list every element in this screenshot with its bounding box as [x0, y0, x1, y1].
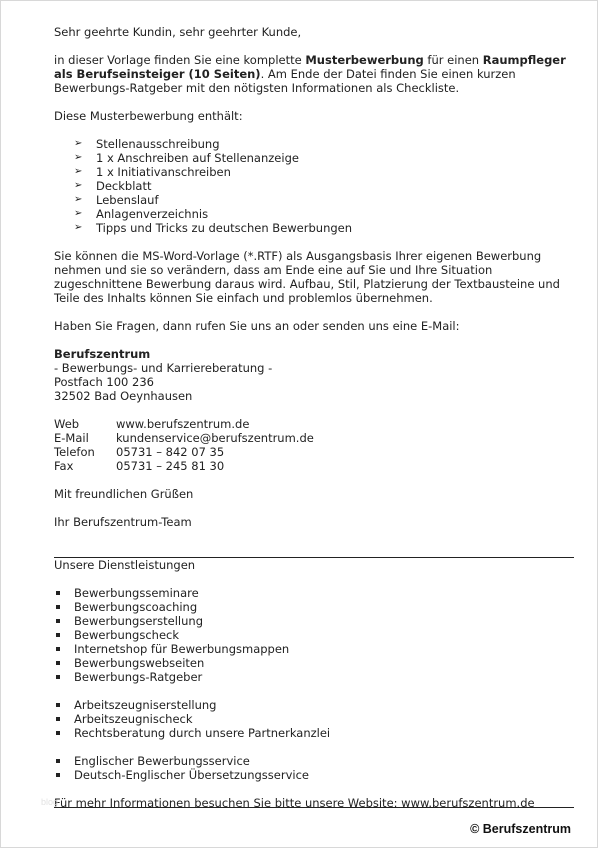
contact-value: www.berufszentrum.de [116, 417, 250, 431]
contents-list-item [54, 137, 574, 151]
intro-line-1 [54, 53, 574, 67]
contents-heading: Diese Musterbewerbung enthält: [54, 109, 243, 123]
services-group-english [54, 754, 574, 782]
intro-bold-job: Raumpfleger [482, 53, 566, 67]
arrow-bullet-icon: ➢ [74, 194, 83, 205]
intro-bold-musterbewerbung: Musterbewerbung [305, 53, 424, 67]
service-list-item [54, 614, 574, 628]
arrow-bullet-icon: ➢ [74, 208, 83, 219]
square-bullet-icon [56, 619, 60, 623]
contents-list-item [54, 207, 574, 221]
intro-text-2: für einen [423, 53, 483, 67]
usage-paragraph-line: Teile des Inhalts können Sie einfach und problemlos übernehmen. [54, 291, 433, 305]
contact-value: kundenservice@berufszentrum.de [116, 431, 314, 445]
contact-label: Fax [54, 459, 74, 473]
services-group-references [54, 698, 574, 740]
service-list-item [54, 586, 574, 600]
letter-body [54, 25, 574, 810]
contents-list-item [54, 151, 574, 165]
service-item-label: Bewerbungs-Ratgeber [74, 670, 203, 684]
contact-row [54, 417, 574, 431]
service-list-item [54, 656, 574, 670]
square-bullet-icon [56, 661, 60, 665]
service-list-item [54, 712, 574, 726]
contact-value: 05731 – 842 07 35 [116, 445, 225, 459]
service-item-label: Internetshop für Bewerbungsmappen [74, 642, 290, 656]
service-item-label: Englischer Bewerbungsservice [74, 754, 250, 768]
arrow-bullet-icon: ➢ [74, 166, 83, 177]
service-list-item [54, 698, 574, 712]
watermark: blog [41, 797, 59, 807]
service-item-label: Bewerbungsseminare [74, 586, 199, 600]
arrow-bullet-icon: ➢ [74, 222, 83, 233]
square-bullet-icon [56, 605, 60, 609]
signature: Ihr Berufszentrum-Team [54, 515, 192, 529]
contents-list-item [54, 165, 574, 179]
services-group-applications [54, 586, 574, 684]
intro-text-3: . Am Ende der Datei finden Sie einen kurzen [260, 67, 516, 81]
contact-row [54, 459, 574, 473]
services-heading: Unsere Dienstleistungen [54, 558, 196, 572]
service-list-item [54, 726, 574, 740]
contents-list [54, 137, 574, 235]
service-item-label: Arbeitszeugnischeck [74, 712, 193, 726]
footer-divider [54, 807, 574, 808]
org-tagline: - Bewerbungs- und Karriereberatung - [54, 361, 273, 375]
arrow-bullet-icon: ➢ [74, 180, 83, 191]
service-item-label: Deutsch-Englischer Übersetzungsservice [74, 768, 309, 782]
service-list-item [54, 642, 574, 656]
intro-line-3: Bewerbungs-Ratgeber mit den nötigsten Informationen als Checkliste. [54, 81, 460, 95]
contact-list [54, 417, 574, 473]
service-list-item [54, 754, 574, 768]
square-bullet-icon [56, 647, 60, 651]
intro-line-2 [54, 67, 574, 81]
more-info-line: Für mehr Informationen besuchen Sie bitte unsere Website: www.berufszentrum.de [54, 796, 535, 810]
contact-label: Web [54, 417, 80, 431]
copyright-notice: © Berufszentrum [470, 822, 571, 836]
contact-row [54, 431, 574, 445]
contents-item-label: 1 x Anschreiben auf Stellenanzeige [96, 151, 299, 165]
service-item-label: Bewerbungswebseiten [74, 656, 205, 670]
square-bullet-icon [56, 703, 60, 707]
contents-list-item [54, 221, 574, 235]
contents-item-label: Tipps und Tricks zu deutschen Bewerbungen [96, 221, 353, 235]
usage-paragraph [54, 249, 574, 305]
square-bullet-icon [56, 717, 60, 721]
questions-line: Haben Sie Fragen, dann rufen Sie uns an oder senden uns eine E-Mail: [54, 319, 460, 333]
contact-row [54, 445, 574, 459]
service-list-item [54, 768, 574, 782]
service-list-item [54, 628, 574, 642]
service-item-label: Bewerbungscheck [74, 628, 180, 642]
service-item-label: Bewerbungserstellung [74, 614, 203, 628]
square-bullet-icon [56, 591, 60, 595]
square-bullet-icon [56, 759, 60, 763]
usage-paragraph-line: zugeschnittene Bewerbung daraus wird. Aufbau, Stil, Platzierung der Textbausteine und [54, 277, 560, 291]
contents-item-label: Stellenausschreibung [96, 137, 220, 151]
contents-item-label: Deckblatt [96, 179, 152, 193]
contact-label: E-Mail [54, 431, 89, 445]
square-bullet-icon [56, 633, 60, 637]
org-city: 32502 Bad Oeynhausen [54, 389, 193, 403]
arrow-bullet-icon: ➢ [74, 138, 83, 149]
intro-bold-level: als Berufseinsteiger (10 Seiten) [54, 67, 261, 81]
square-bullet-icon [56, 675, 60, 679]
greeting: Sehr geehrte Kundin, sehr geehrter Kunde, [54, 25, 302, 39]
usage-paragraph-line: nehmen und sie so verändern, dass am Ende eine auf Sie und Ihre Situation [54, 263, 493, 277]
service-list-item [54, 600, 574, 614]
usage-paragraph-line: Sie können die MS-Word-Vorlage (*.RTF) als Ausgangsbasis Ihrer eigenen Bewerbung [54, 249, 542, 263]
contact-value: 05731 – 245 81 30 [116, 459, 225, 473]
arrow-bullet-icon: ➢ [74, 152, 83, 163]
contents-list-item [54, 179, 574, 193]
square-bullet-icon [56, 773, 60, 777]
contents-item-label: Anlagenverzeichnis [96, 207, 209, 221]
contents-item-label: 1 x Initiativanschreiben [96, 165, 231, 179]
closing: Mit freundlichen Grüßen [54, 487, 194, 501]
contact-label: Telefon [54, 445, 95, 459]
square-bullet-icon [56, 731, 60, 735]
service-item-label: Rechtsberatung durch unsere Partnerkanzlei [74, 726, 331, 740]
contents-list-item [54, 193, 574, 207]
intro-text-1: in dieser Vorlage finden Sie eine komplette [54, 53, 306, 67]
org-postfach: Postfach 100 236 [54, 375, 154, 389]
org-name: Berufszentrum [54, 347, 151, 361]
contents-item-label: Lebenslauf [96, 193, 159, 207]
service-list-item [54, 670, 574, 684]
service-item-label: Arbeitszeugniserstellung [74, 698, 217, 712]
service-item-label: Bewerbungscoaching [74, 600, 198, 614]
